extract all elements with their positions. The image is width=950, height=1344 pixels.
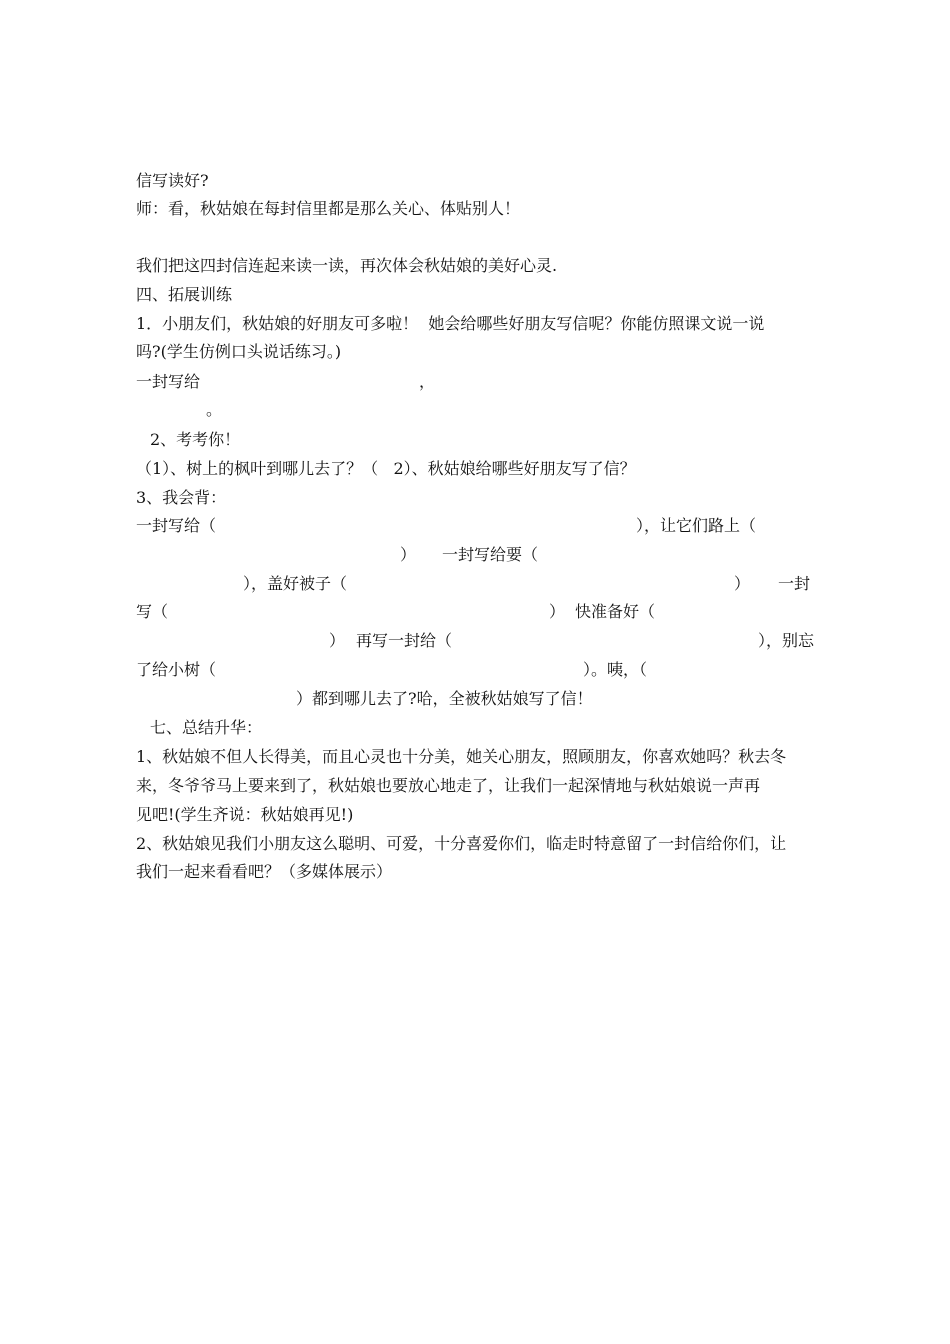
section-heading: 2、考考你！ xyxy=(150,430,241,449)
text-line: 一封写给 xyxy=(136,372,201,391)
text-line: 我们一起来看看吧？（多媒体展示） xyxy=(136,862,393,881)
text-line: 一封 xyxy=(778,574,811,593)
text-line: 师：看，秋姑娘在每封信里都是那么关心、体贴别人！ xyxy=(136,199,521,218)
text-line: ）都到哪儿去了?哈，全被秋姑娘写了信！ xyxy=(296,689,593,708)
text-line: 一封写给（ xyxy=(136,516,217,535)
text-line: ），盖好被子（ xyxy=(243,574,348,593)
text-line: ， xyxy=(419,372,436,391)
text-line: 写（ xyxy=(136,602,169,621)
text-line: ） xyxy=(734,574,751,593)
section-heading: 四、拓展训练 xyxy=(136,285,233,304)
text-line: 。 xyxy=(206,400,223,419)
text-line: ） xyxy=(549,602,566,621)
text-line: 见吧!(学生齐说：秋姑娘再见!) xyxy=(136,805,354,824)
text-line: 了给小树（ xyxy=(136,660,217,679)
text-line: 1、秋姑娘不但人长得美，而且心灵也十分美，她关心朋友，照顾朋友，你喜欢她吗？秋去冬 xyxy=(136,747,787,766)
text-line: 1．小朋友们，秋姑娘的好朋友可多啦！ 她会给哪些好朋友写信呢？你能仿照课文说一说 xyxy=(136,314,765,333)
text-line: ），别忘 xyxy=(758,631,815,650)
text-line: 再写一封给（ xyxy=(356,631,453,650)
text-line: ），让它们路上（ xyxy=(636,516,757,535)
text-line: （1）、树上的枫叶到哪儿去了？（ 2）、秋姑娘给哪些好朋友写了信？ xyxy=(136,459,636,478)
text-line: ） xyxy=(400,545,417,564)
text-line: ） xyxy=(329,631,346,650)
text-line: 一封写给要（ xyxy=(442,545,539,564)
text-line: ）。咦，（ xyxy=(583,660,648,679)
text-line: 我们把这四封信连起来读一读，再次体会秋姑娘的美好心灵. xyxy=(136,256,558,275)
text-line: 快准备好（ xyxy=(575,602,656,621)
text-line: 2、秋姑娘见我们小朋友这么聪明、可爱，十分喜爱你们，临走时特意留了一封信给你们，让 xyxy=(136,834,787,853)
text-line: 信写读好? xyxy=(136,171,209,190)
text-line: 吗?(学生仿例口头说话练习。) xyxy=(136,342,342,361)
section-heading: 3、我会背： xyxy=(136,488,227,507)
text-line: 来，冬爷爷马上要来到了，秋姑娘也要放心地走了，让我们一起深情地与秋姑娘说一声再 xyxy=(136,776,761,795)
section-heading: 七、总结升华： xyxy=(150,718,263,737)
